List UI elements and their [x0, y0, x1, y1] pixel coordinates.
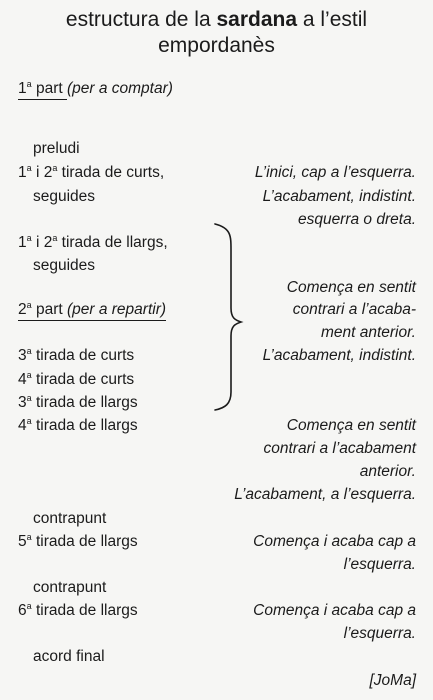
- row-2-cont: seguides: [33, 257, 96, 274]
- tirada-4-curts: 4$^a$ tirada de curts: [18, 370, 135, 388]
- note-comenca-1: Comença en sentit: [286, 279, 416, 296]
- note-ment-anterior: ment anterior.: [320, 324, 416, 341]
- contrapunt-1: contrapunt: [33, 510, 107, 527]
- note-comenca-acaba-1: Comença i acaba cap a: [253, 533, 416, 550]
- note-esquerra-1: l’esquerra.: [343, 556, 416, 573]
- note-comenca-acaba-2: Comença i acaba cap a: [253, 602, 416, 619]
- row-1-2-tirada-llargs: 1$^a$ i 2$^a$ tirada de llargs,: [18, 233, 168, 251]
- page-title-line-2: empordanès: [158, 34, 275, 57]
- acord-final: acord final: [33, 648, 105, 665]
- note-acabament-2: L’acabament, indistint.: [262, 347, 416, 364]
- note-contrari-2: contrari a l’acabament: [263, 440, 416, 457]
- row-1-2-tirada-curts: 1$^a$ i 2$^a$ tirada de curts,: [18, 163, 165, 181]
- note-esquerra-dreta: esquerra o dreta.: [297, 211, 416, 228]
- note-acabament-esquerra: L’acabament, a l’esquerra.: [234, 486, 416, 503]
- note-anterior: anterior.: [359, 463, 416, 480]
- tirada-3-curts: 3$^a$ tirada de curts: [18, 346, 135, 364]
- signature: [JoMa]: [369, 672, 416, 689]
- tirada-5-llargs: 5$^a$ tirada de llargs: [18, 532, 138, 550]
- preludi: preludi: [33, 140, 80, 157]
- note-acabament-1: L’acabament, indistint.: [262, 188, 416, 205]
- note-esquerra-2: l’esquerra.: [343, 625, 416, 642]
- tirada-3-llargs: 3$^a$ tirada de llargs: [18, 393, 138, 411]
- tirada-6-llargs: 6$^a$ tirada de llargs: [18, 601, 138, 619]
- part-2-heading: 2$^a$ part (per a repartir): [18, 300, 166, 320]
- tirada-4-llargs: 4$^a$ tirada de llargs: [18, 416, 138, 434]
- curly-brace-icon: [211, 222, 245, 412]
- page-title-line-1: estructura de la sardana a l’estil: [65, 8, 368, 31]
- contrapunt-2: contrapunt: [33, 579, 107, 596]
- part-1-heading: 1$^a$ part (per a comptar): [18, 79, 173, 99]
- title-bold-word: sardana: [216, 8, 298, 31]
- note-contrari-1: contrari a l’acaba-: [292, 301, 416, 318]
- note-comenca-2: Comença en sentit: [286, 417, 416, 434]
- note-inici: L’inici, cap a l’esquerra.: [254, 164, 416, 181]
- row-1-cont: seguides: [33, 188, 96, 205]
